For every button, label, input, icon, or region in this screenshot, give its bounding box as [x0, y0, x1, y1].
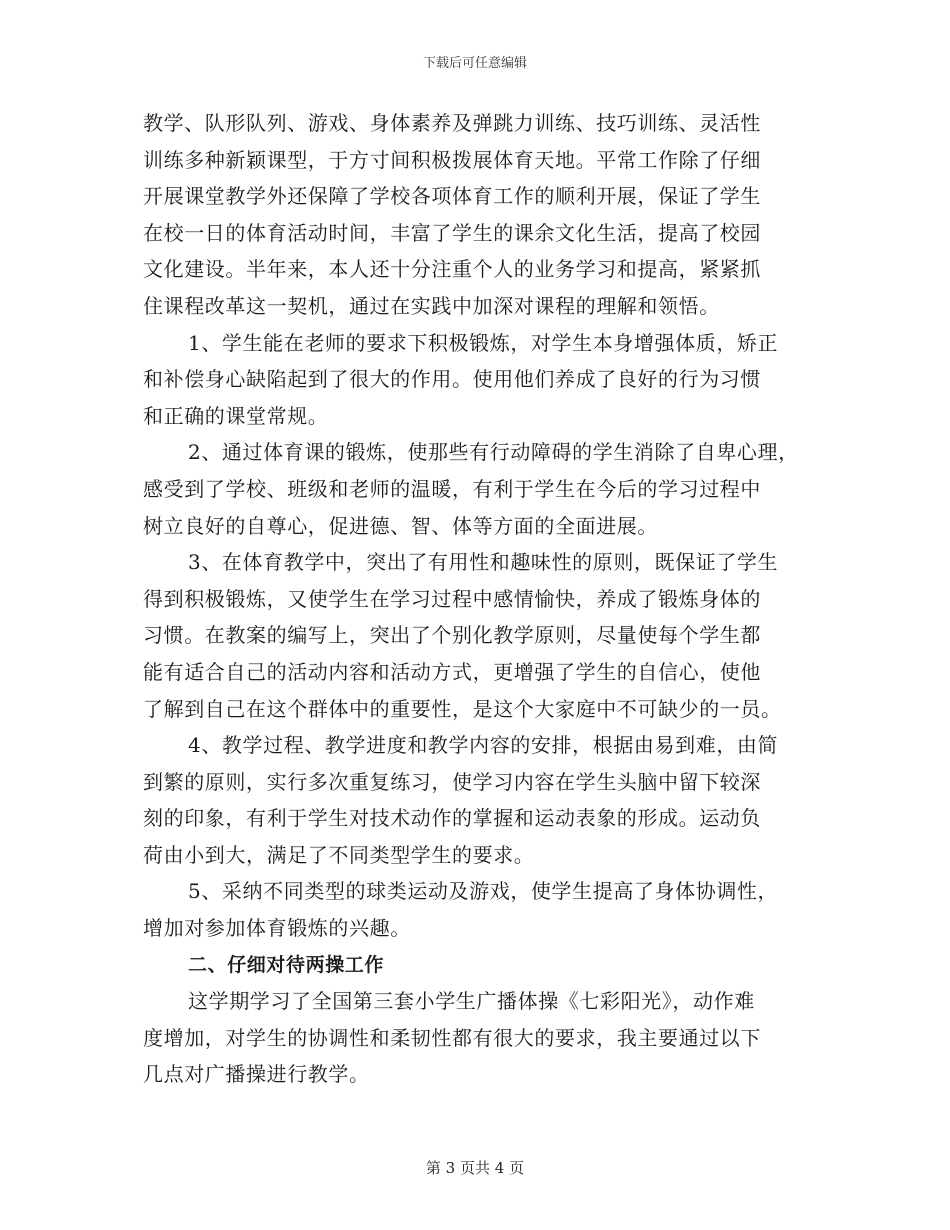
list-item-3-line: 了解到自己在这个群体中的重要性，是这个大家庭中不可缺少的一员。 [143, 696, 782, 721]
paragraph-line: 在校一日的体育活动时间，丰富了学生的课余文化生活，提高了校园 [143, 220, 761, 245]
list-item-3-line: 习惯。在教案的编写上，突出了个别化教学原则，尽量使每个学生都 [143, 623, 761, 648]
list-item-3-line: 得到积极锻炼，又使学生在学习过程中感情愉快，养成了锻炼身体的 [143, 586, 761, 611]
list-item-1-line: 1、学生能在老师的要求下积极锻炼，对学生本身增强体质，矫正 [188, 330, 779, 355]
paragraph-line: 几点对广播操进行教学。 [143, 1062, 370, 1087]
page-header: 下载后可任意编辑 [422, 56, 527, 71]
section-heading: 二、仔细对待两操工作 [188, 953, 385, 976]
list-item-4-line: 刻的印象，有利于学生对技术动作的掌握和运动表象的形成。运动负 [143, 806, 761, 831]
list-item-5-line: 5、采纳不同类型的球类运动及游戏，使学生提高了身体协调性， [188, 879, 779, 904]
list-item-1-line: 和正确的课堂常规。 [143, 403, 329, 428]
paragraph-line: 开展课堂教学外还保障了学校各项体育工作的顺利开展，保证了学生 [143, 184, 761, 209]
list-item-2-line: 树立良好的自尊心，促进德、智、体等方面的全面进展。 [143, 513, 658, 538]
paragraph-line: 住课程改革这一契机，通过在实践中加深对课程的理解和领悟。 [143, 293, 720, 318]
list-item-4-line: 4、教学过程、教学进度和教学内容的安排，根据由易到难，由简 [188, 733, 779, 758]
paragraph-line: 这学期学习了全国第三套小学生广播体操《七彩阳光》，动作难 [188, 989, 755, 1014]
list-item-3-line: 能有适合自己的活动内容和活动方式，更增强了学生的自信心，使他 [143, 659, 761, 684]
document-body [143, 105, 813, 1093]
list-item-2-line: 2、通过体育课的锻炼，使那些有行动障碍的学生消除了自卑心理， [188, 440, 799, 465]
list-item-3-line: 3、在体育教学中，突出了有用性和趣味性的原则，既保证了学生 [188, 550, 779, 575]
paragraph-line: 教学、队形队列、游戏、身体素养及弹跳力训练、技巧训练、灵活性 [143, 111, 761, 135]
list-item-5-line: 增加对参加体育锻炼的兴趣。 [143, 916, 411, 941]
list-item-4-line: 荷由小到大，满足了不同类型学生的要求。 [143, 842, 535, 867]
page-number: 第 3 页共 4 页 [425, 1159, 525, 1177]
paragraph-line: 文化建设。半年来，本人还十分注重个人的业务学习和提高，紧紧抓 [143, 257, 761, 282]
list-item-2-line: 感受到了学校、班级和老师的温暖，有利于学生在今后的学习过程中 [143, 476, 761, 501]
paragraph-line: 度增加，对学生的协调性和柔韧性都有很大的要求，我主要通过以下 [143, 1025, 761, 1050]
paragraph-line: 训练多种新颖课型，于方寸间积极拨展体育天地。平常工作除了仔细 [143, 147, 761, 172]
list-item-4-line: 到繁的原则，实行多次重复练习，使学习内容在学生头脑中留下较深 [143, 769, 761, 794]
list-item-1-line: 和补偿身心缺陷起到了很大的作用。使用他们养成了良好的行为习惯 [143, 367, 761, 392]
